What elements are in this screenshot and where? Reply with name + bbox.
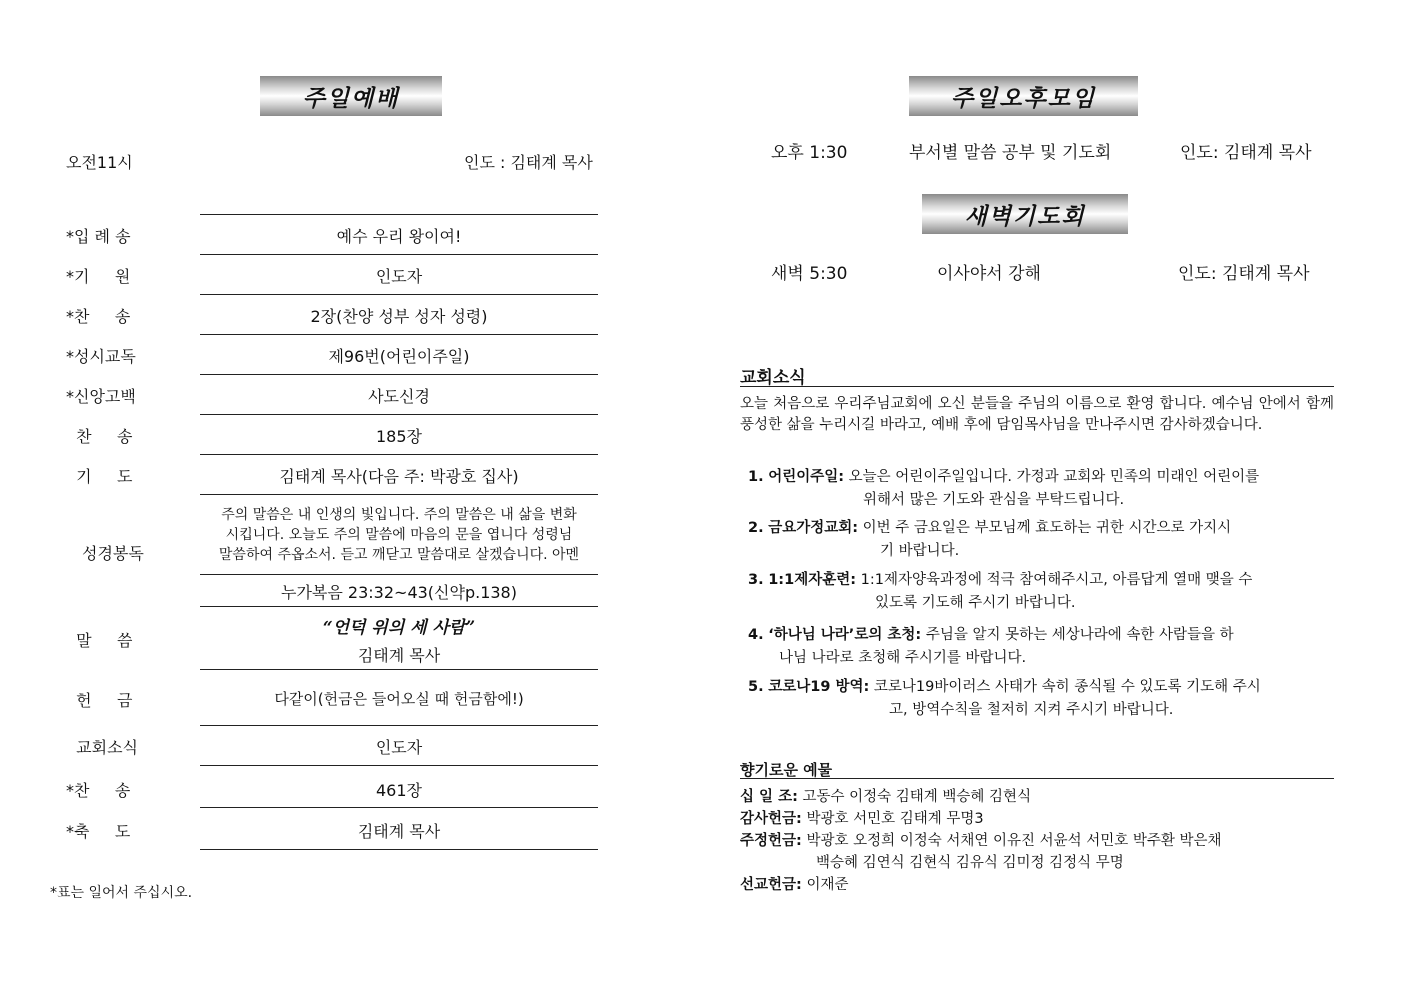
table-line xyxy=(200,254,598,255)
offering-names: 박광호 서민호 김태계 무명3 xyxy=(806,811,984,827)
news-item xyxy=(748,624,1334,670)
order-value: 인도자 xyxy=(375,267,423,286)
news-line xyxy=(748,699,1334,722)
news-line xyxy=(748,540,1334,563)
offering-row xyxy=(740,873,848,894)
footnote: *표는 일어서 주십시오. xyxy=(50,885,193,901)
sermon-title: “언덕 위의 세 사람” xyxy=(322,618,476,638)
news-text: 코로나19바이러스 사태가 속히 종식될 수 있도록 기도해 주시 xyxy=(873,679,1261,695)
news-line xyxy=(748,624,1334,647)
news-text: 주님을 알지 못하는 세상나라에 속한 사람들을 하 xyxy=(925,627,1234,643)
offering-row xyxy=(740,829,1222,850)
order-label: 기 도 xyxy=(66,467,133,486)
order-value: 사도신경 xyxy=(368,387,430,406)
news-text: 위해서 많은 기도와 관심을 부탁드립니다. xyxy=(863,492,1125,508)
news-head: 1:1제자훈련: xyxy=(768,572,857,588)
order-value: 461장 xyxy=(376,781,422,800)
table-line xyxy=(200,807,598,808)
news-num: 1. xyxy=(748,469,764,485)
offering-names: 이재준 xyxy=(806,877,849,893)
prayer-line: 시킵니다. 오늘도 주의 말씀에 마음의 문을 엽니다 성령님 xyxy=(225,527,573,543)
table-line xyxy=(200,606,598,607)
table-line xyxy=(200,765,598,766)
order-label: *신앙고백 xyxy=(66,387,136,406)
news-title: 교회소식 xyxy=(740,368,806,388)
scripture-prayer xyxy=(200,505,598,565)
table-line xyxy=(200,294,598,295)
order-value: 김태계 목사 xyxy=(357,822,441,841)
offering-label: 감사헌금: xyxy=(740,811,802,827)
offering-names: 박광호 오정희 이정숙 서채연 이유진 서윤석 서민호 박주환 박은채 xyxy=(806,833,1222,849)
order-value: 인도자 xyxy=(375,738,423,757)
service-leader: 인도 : 김태계 목사 xyxy=(464,153,593,172)
order-label: *기 원 xyxy=(66,267,131,286)
banner-dawn-prayer xyxy=(922,194,1128,234)
offering-label: 선교헌금: xyxy=(740,877,802,893)
banner-text: 새벽기도회 xyxy=(964,202,1086,230)
order-label: *성시교독 xyxy=(66,347,136,366)
table-line xyxy=(200,574,598,575)
prayer-line: 말씀하여 주옵소서. 듣고 깨닫고 말씀대로 살겠습니다. 아멘 xyxy=(218,547,580,563)
news-text: 있도록 기도해 주시기 바랍니다. xyxy=(875,595,1076,611)
dawn-leader: 인도: 김태계 목사 xyxy=(1178,264,1310,284)
news-line xyxy=(748,592,1334,615)
offering-names: 백승혜 김연식 김현식 김유식 김미정 김정식 무명 xyxy=(816,855,1124,871)
order-label: 교회소식 xyxy=(66,738,138,757)
news-line xyxy=(748,466,1334,489)
offering-row xyxy=(740,807,984,828)
order-label: 헌 금 xyxy=(66,691,133,710)
table-line xyxy=(200,849,598,850)
order-label: *축 도 xyxy=(66,822,131,841)
table-line xyxy=(200,494,598,495)
scripture-reference: 누가복음 23:32~43(신약p.138) xyxy=(281,583,517,602)
news-num: 5. xyxy=(748,679,764,695)
news-text: 나님 나라로 초청해 주시기를 바랍니다. xyxy=(779,650,1027,666)
news-item xyxy=(748,676,1334,722)
order-value: 185장 xyxy=(376,427,422,446)
order-label: 찬 송 xyxy=(66,427,133,446)
afternoon-leader: 인도: 김태계 목사 xyxy=(1180,143,1312,163)
service-time: 오전11시 xyxy=(66,153,133,172)
order-value: 예수 우리 왕이여! xyxy=(336,227,462,246)
offering-names: 고동수 이정숙 김태계 백승혜 김현식 xyxy=(802,789,1032,805)
news-line xyxy=(748,569,1334,592)
table-line xyxy=(200,454,598,455)
banner-text: 주일예배 xyxy=(302,84,400,112)
news-head: 코로나19 방역: xyxy=(768,679,870,695)
news-text: 기 바랍니다. xyxy=(880,543,960,559)
news-title-rule xyxy=(740,386,1334,387)
sermon-label: 말 씀 xyxy=(66,631,133,650)
table-line xyxy=(200,374,598,375)
order-value: 김태계 목사(다음 주: 박광호 집사) xyxy=(279,467,519,486)
news-text: 이번 주 금요일은 부모님께 효도하는 귀한 시간으로 가지시 xyxy=(862,520,1232,536)
order-value: 제96번(어린이주일) xyxy=(328,347,470,366)
scripture-label: 성경봉독 xyxy=(82,544,144,563)
news-line xyxy=(748,517,1334,540)
news-head: 어린이주일: xyxy=(768,469,845,485)
news-line xyxy=(748,489,1334,512)
news-text: 1:1제자양육과정에 적극 참여해주시고, 아름답게 열매 맺을 수 xyxy=(860,572,1253,588)
news-num: 3. xyxy=(748,572,764,588)
table-line xyxy=(200,725,598,726)
prayer-line: 주의 말씀은 내 인생의 빛입니다. 주의 말씀은 내 삶을 변화 xyxy=(221,507,577,523)
afternoon-desc: 부서별 말씀 공부 및 기도회 xyxy=(909,143,1112,163)
banner-text: 주일오후모임 xyxy=(950,84,1097,112)
order-label: *찬 송 xyxy=(66,781,131,800)
news-line xyxy=(748,647,1334,670)
offering-title-rule xyxy=(740,778,1334,779)
sermon-preacher: 김태계 목사 xyxy=(357,646,441,665)
order-label: *입 례 송 xyxy=(66,227,131,246)
news-head: 금요가정교회: xyxy=(768,520,859,536)
banner-afternoon-meeting xyxy=(909,76,1138,116)
order-value: 다같이(헌금은 들어오실 때 헌금함에!) xyxy=(274,690,524,708)
news-line xyxy=(748,676,1334,699)
order-value: 2장(찬양 성부 성자 성령) xyxy=(310,307,488,326)
news-num: 2. xyxy=(748,520,764,536)
welcome-paragraph: 오늘 처음으로 우리주님교회에 오신 분들을 주님의 이름으로 환영 합니다. 예수님 안에서 함께 풍성한 삶을 누리시길 바라고, 예배 후에 담임목사님을 만나주시면 감사하겠습니다. xyxy=(740,396,1334,433)
table-line xyxy=(200,214,598,215)
banner-sunday-worship xyxy=(260,76,442,116)
afternoon-time: 오후 1:30 xyxy=(771,143,848,163)
dawn-desc: 이사야서 강해 xyxy=(937,264,1041,284)
table-line xyxy=(200,334,598,335)
offering-title: 향기로운 예물 xyxy=(740,761,833,779)
news-item xyxy=(748,466,1334,512)
news-item xyxy=(748,517,1334,563)
offering-row xyxy=(816,851,1124,872)
dawn-time: 새벽 5:30 xyxy=(771,264,848,284)
news-item xyxy=(748,569,1334,615)
offering-label: 십 일 조: xyxy=(740,789,798,805)
news-head: ‘하나님 나라’로의 초청: xyxy=(768,627,922,643)
offering-label: 주정헌금: xyxy=(740,833,802,849)
news-text: 오늘은 어린이주일입니다. 가정과 교회와 민족의 미래인 어린이를 xyxy=(848,469,1260,485)
table-line xyxy=(200,414,598,415)
news-text: 고, 방역수칙을 철저히 지켜 주시기 바랍니다. xyxy=(889,702,1174,718)
table-line xyxy=(200,669,598,670)
order-label: *찬 송 xyxy=(66,307,131,326)
news-num: 4. xyxy=(748,627,764,643)
offering-row xyxy=(740,785,1031,806)
